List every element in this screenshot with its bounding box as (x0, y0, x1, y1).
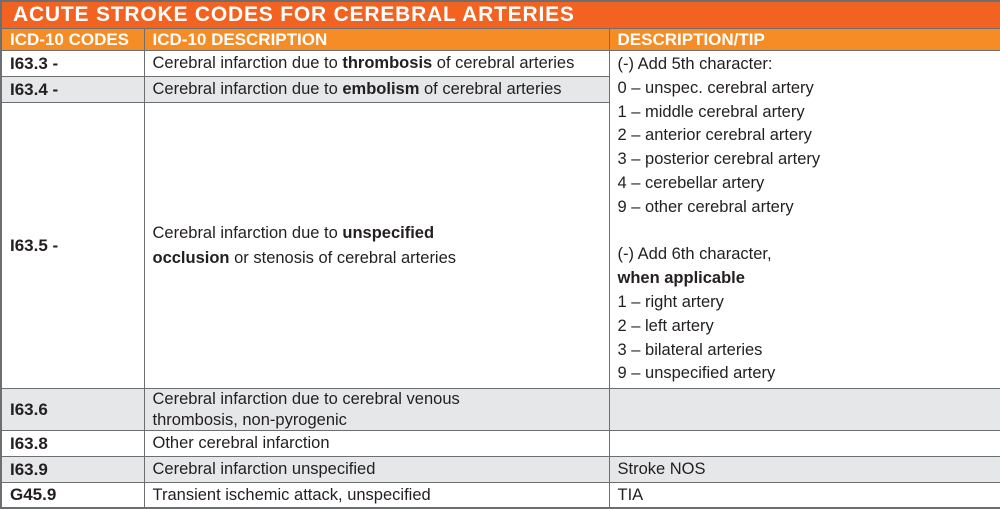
col-header-icd10-codes: ICD-10 CODES (1, 29, 144, 51)
title-row (1, 1, 1000, 29)
description-cell-i63-3: Cerebral infarction due to thrombosis of cerebral arteries (144, 51, 609, 77)
code-cell-i63-4: I63.4 - (1, 77, 144, 103)
description-cell-g45-9: Transient ischemic attack, unspecified (144, 483, 609, 509)
table-row-i63-8 (1, 431, 1000, 457)
code-cell-i63-8: I63.8 (1, 431, 144, 457)
description-cell-i63-9: Cerebral infarction unspecified (144, 457, 609, 483)
code-cell-g45-9: G45.9 (1, 483, 144, 509)
table-row-i63-6 (1, 389, 1000, 431)
code-cell-i63-9: I63.9 (1, 457, 144, 483)
tip-cell-g45-9: TIA (609, 483, 1000, 509)
col-header-icd10-description: ICD-10 DESCRIPTION (144, 29, 609, 51)
description-cell-i63-8: Other cerebral infarction (144, 431, 609, 457)
code-cell-i63-3: I63.3 - (1, 51, 144, 77)
tip-cell-i63-8 (609, 431, 1000, 457)
tip-cell-i63-6 (609, 389, 1000, 431)
description-cell-i63-6: Cerebral infarction due to cerebral venous thrombosis, non-pyrogenic (144, 389, 609, 431)
code-cell-i63-5: I63.5 - (1, 103, 144, 389)
column-header-row (1, 29, 1000, 51)
table-row-g45-9 (1, 483, 1000, 509)
tip-cell-5th-6th-character: (-) Add 5th character: 0 – unspec. cerebral artery 1 – middle cerebral artery 2 – anterior cerebral artery 3 – posterior cerebral artery 4 – cerebellar artery 9 – other cerebral artery (-) Add 6th character, when applicable 1 – right artery 2 – left artery 3 – bilateral arteries 9 – unspecified artery (609, 51, 1000, 389)
description-cell-i63-5: Cerebral infarction due to unspecified occlusion or stenosis of cerebral arteries (144, 103, 609, 389)
tip-cell-i63-9: Stroke NOS (609, 457, 1000, 483)
table-row-i63-9 (1, 457, 1000, 483)
table-row-i63-3 (1, 51, 1000, 77)
description-cell-i63-4: Cerebral infarction due to embolism of cerebral arteries (144, 77, 609, 103)
table-title: ACUTE STROKE CODES FOR CEREBRAL ARTERIES (1, 1, 1000, 29)
code-cell-i63-6: I63.6 (1, 389, 144, 431)
col-header-description-tip: DESCRIPTION/TIP (609, 29, 1000, 51)
